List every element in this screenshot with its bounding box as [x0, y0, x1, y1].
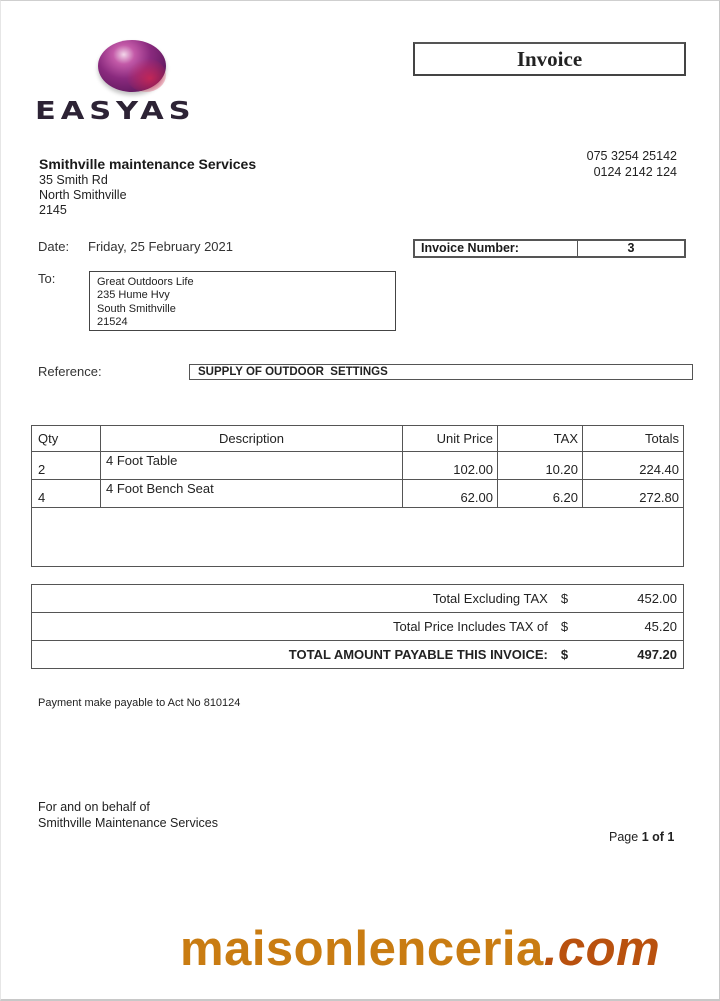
recipient-label: To:	[38, 271, 56, 286]
item-total: 272.80	[583, 480, 684, 508]
line-items-table	[31, 425, 684, 567]
payment-note: Payment make payable to Act No 810124	[38, 697, 241, 709]
sender-address-line: 2145	[39, 203, 67, 217]
sender-address-line: North Smithville	[39, 188, 127, 202]
date-value: Friday, 25 February 2021	[88, 239, 233, 254]
total-excl-tax-value: 452.00	[592, 585, 684, 613]
totals-table	[31, 584, 684, 669]
table-row	[32, 452, 684, 480]
page-of: of	[652, 830, 664, 844]
company-logo-text: EASYAS	[35, 96, 196, 125]
column-header-tax: TAX	[498, 426, 583, 452]
table-row	[32, 480, 684, 508]
signature-line: For and on behalf of	[38, 800, 150, 814]
column-header-qty: Qty	[32, 426, 101, 452]
reference-value: SUPPLY OF OUTDOOR SETTINGS	[189, 364, 693, 380]
watermark-name: maisonlenceria	[180, 922, 544, 976]
page-prefix: Page	[609, 830, 639, 844]
item-description: 4 Foot Bench Seat	[101, 480, 403, 508]
sender-phone: 0124 2142 124	[593, 165, 677, 179]
item-description: 4 Foot Table	[101, 452, 403, 480]
item-unit-price: 102.00	[403, 452, 498, 480]
watermark	[180, 921, 660, 977]
column-header-unit-price: Unit Price	[403, 426, 498, 452]
currency-symbol: $	[560, 641, 592, 669]
item-qty: 2	[32, 452, 101, 480]
recipient-line: 235 Hume Hvy	[97, 289, 170, 302]
page-total: 1	[667, 830, 675, 844]
sender-address-line: 35 Smith Rd	[39, 173, 108, 187]
item-tax: 6.20	[498, 480, 583, 508]
total-payable-label: TOTAL AMOUNT PAYABLE THIS INVOICE:	[32, 641, 560, 669]
recipient-address-box	[89, 271, 396, 331]
purple-orb-logo-icon	[98, 40, 166, 92]
currency-symbol: $	[560, 585, 592, 613]
recipient-line: South Smithville	[97, 302, 176, 315]
currency-symbol: $	[560, 613, 592, 641]
signature-company: Smithville Maintenance Services	[38, 816, 218, 830]
recipient-line: 21524	[97, 315, 128, 328]
recipient-line: Great Outdoors Life	[97, 276, 194, 288]
column-header-totals: Totals	[583, 426, 684, 452]
watermark-tld: .com	[543, 922, 661, 976]
reference-label: Reference:	[38, 364, 102, 379]
empty-table-area	[32, 508, 684, 567]
invoice-number-label: Invoice Number:	[415, 241, 578, 256]
empty-cell	[32, 508, 684, 567]
totals-row	[32, 585, 684, 613]
totals-row	[32, 641, 684, 669]
column-header-description: Description	[101, 426, 403, 452]
total-payable-value: 497.20	[592, 641, 684, 669]
totals-row	[32, 613, 684, 641]
total-excl-tax-label: Total Excluding TAX	[32, 585, 560, 613]
sender-name: Smithville maintenance Services	[39, 156, 257, 172]
item-total: 224.40	[583, 452, 684, 480]
total-tax-label: Total Price Includes TAX of	[32, 613, 560, 641]
page-indicator	[609, 830, 674, 844]
document-title: Invoice	[413, 42, 686, 76]
page-current: 1	[641, 830, 649, 844]
invoice-number-box	[413, 239, 686, 258]
invoice-number-value: 3	[627, 241, 635, 255]
item-qty: 4	[32, 480, 101, 508]
item-unit-price: 62.00	[403, 480, 498, 508]
date-label: Date:	[38, 239, 70, 254]
sender-phone: 075 3254 25142	[586, 149, 677, 163]
table-header-row	[32, 426, 684, 452]
item-tax: 10.20	[498, 452, 583, 480]
total-tax-value: 45.20	[592, 613, 684, 641]
